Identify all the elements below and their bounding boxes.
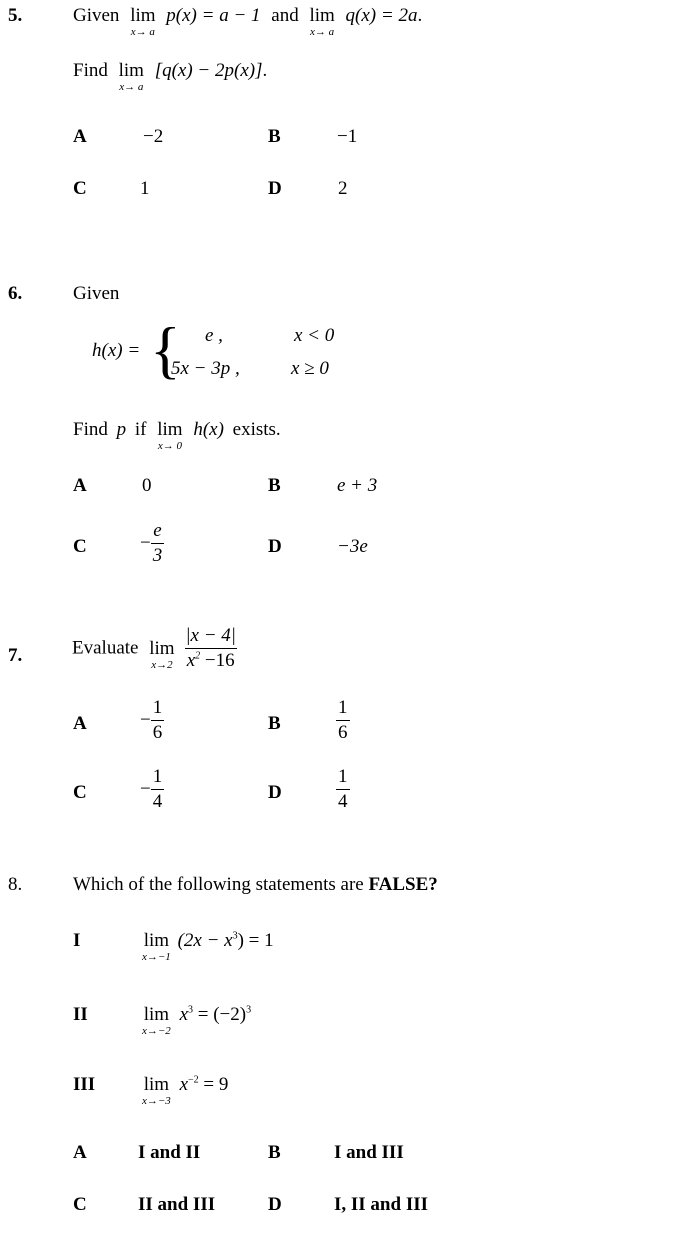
option-label: C xyxy=(73,178,87,199)
p-limit-expression: p(x) = a − 1 xyxy=(166,5,261,26)
denominator: 4 xyxy=(152,791,163,812)
piecewise-brace: { xyxy=(150,314,181,385)
question-5-number: 5. xyxy=(8,5,23,26)
statement-label: I xyxy=(73,930,81,951)
statement-expression xyxy=(142,1074,228,1107)
question-7-stem xyxy=(72,625,238,672)
option-label: A xyxy=(73,713,87,734)
statement-expression xyxy=(142,1004,251,1037)
option-label: B xyxy=(268,713,281,734)
option-label: D xyxy=(268,1194,282,1215)
variable-p: p xyxy=(116,419,127,440)
option-value: II and III xyxy=(138,1194,216,1215)
option-label: B xyxy=(268,475,281,496)
option-label: C xyxy=(73,782,87,803)
given-word: Given xyxy=(73,5,120,26)
option-value: 0 xyxy=(142,475,152,496)
expression-part: x xyxy=(179,1004,188,1025)
question-6-number: 6. xyxy=(8,283,23,304)
numerator: 1 xyxy=(338,697,348,718)
option-label: B xyxy=(268,1142,281,1163)
exponent: 3 xyxy=(232,930,238,942)
question-7-number: 7. xyxy=(8,645,23,666)
exponent: 3 xyxy=(188,1004,193,1016)
statement-label: II xyxy=(73,1004,88,1025)
exponent: 3 xyxy=(246,1004,252,1016)
option-value: −1 xyxy=(337,126,358,147)
option-value: I and II xyxy=(138,1142,201,1163)
denominator: 6 xyxy=(152,722,163,743)
option-label: C xyxy=(73,1194,87,1215)
option-label: A xyxy=(73,126,87,147)
denominator: 6 xyxy=(338,722,348,743)
minus-sign: − xyxy=(140,709,151,731)
option-label: B xyxy=(268,126,281,147)
piecewise-case-1-expression: e , xyxy=(205,325,223,346)
option-fraction xyxy=(140,520,164,567)
expression-part: = (−2) xyxy=(193,1004,247,1025)
option-label: D xyxy=(268,178,282,199)
option-label: D xyxy=(268,536,282,557)
limit-fraction xyxy=(183,625,238,672)
limit-operator: lim x→ a xyxy=(118,60,144,93)
denominator: 3 xyxy=(152,545,163,566)
expression-part: ) = 1 xyxy=(237,930,274,951)
numerator: 1 xyxy=(152,766,163,787)
limit-operator: lim x→−1 xyxy=(142,930,171,963)
minus-sign: − xyxy=(140,532,151,554)
if-word: if xyxy=(134,419,147,440)
option-label: A xyxy=(73,1142,87,1163)
period: . xyxy=(417,5,423,26)
exists-word: exists. xyxy=(232,419,281,440)
option-value: −2 xyxy=(143,126,164,147)
numerator: 1 xyxy=(338,766,348,787)
question-text: Which of the following statements are xyxy=(73,874,364,895)
question-5-stem xyxy=(73,5,422,38)
find-expression: [q(x) − 2p(x)] xyxy=(154,60,263,81)
statement-expression xyxy=(142,930,274,963)
option-label: C xyxy=(73,536,87,557)
option-value: −3e xyxy=(337,536,368,557)
option-fraction xyxy=(336,697,350,744)
limit-operator: lim x→−2 xyxy=(142,1004,171,1037)
expression-part: = 9 xyxy=(198,1074,229,1095)
q-limit-expression: q(x) = 2a xyxy=(345,5,418,26)
given-word: Given xyxy=(73,283,120,304)
question-8-stem xyxy=(73,874,438,896)
expression-part: x xyxy=(179,1074,188,1095)
numerator: 1 xyxy=(152,697,163,718)
statement-label: III xyxy=(73,1074,96,1095)
option-value: e + 3 xyxy=(337,475,378,496)
period: . xyxy=(262,60,268,81)
question-8-number: 8. xyxy=(8,874,23,895)
question-6-find xyxy=(73,419,281,452)
limit-function: h(x) xyxy=(193,419,224,440)
question-5-find xyxy=(73,60,267,93)
option-fraction xyxy=(336,766,350,813)
option-value: 1 xyxy=(140,178,150,199)
option-fraction xyxy=(140,697,164,744)
option-label: A xyxy=(73,475,87,496)
piecewise-case-1-condition: x < 0 xyxy=(294,325,335,346)
piecewise-case-2-condition: x ≥ 0 xyxy=(291,358,329,379)
find-word: Find xyxy=(73,60,108,81)
option-value: I and III xyxy=(334,1142,404,1163)
limit-operator: lim x→ 0 xyxy=(157,419,183,452)
option-value: I, II and III xyxy=(334,1194,428,1215)
numerator: |x − 4| xyxy=(185,625,237,646)
expression-part: (2x − x xyxy=(177,930,233,951)
limit-operator: lim x→−3 xyxy=(142,1074,171,1107)
numerator: e xyxy=(153,520,162,541)
limit-operator: lim x→ a xyxy=(309,5,335,38)
and-word: and xyxy=(271,5,299,26)
minus-sign: − xyxy=(140,778,151,800)
question-bold-word: FALSE? xyxy=(368,874,438,895)
find-word: Find xyxy=(73,419,108,440)
evaluate-word: Evaluate xyxy=(72,637,139,659)
option-value: 2 xyxy=(338,178,348,199)
denominator: $x^2 -16$ xyxy=(186,650,235,671)
denominator: 4 xyxy=(338,791,348,812)
limit-operator: lim x→2 xyxy=(149,638,175,671)
piecewise-function-name: h(x) = xyxy=(92,340,141,361)
exponent: −2 xyxy=(188,1074,199,1086)
limit-operator: lim x→ a xyxy=(130,5,156,38)
option-fraction xyxy=(140,766,164,813)
piecewise-case-2-expression: 5x − 3p , xyxy=(171,358,240,379)
option-label: D xyxy=(268,782,282,803)
